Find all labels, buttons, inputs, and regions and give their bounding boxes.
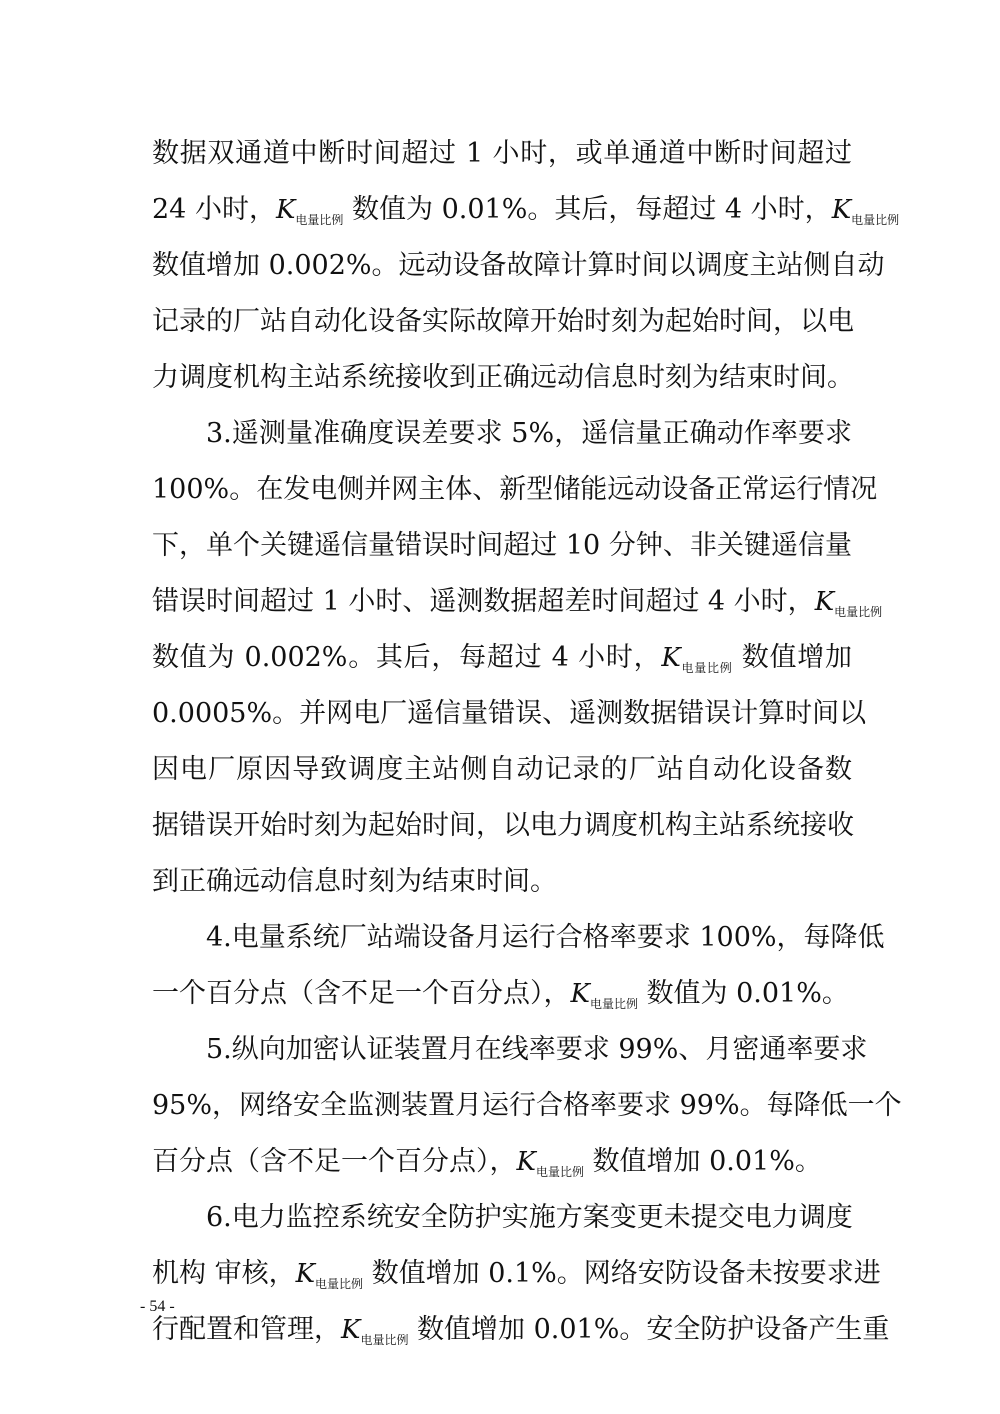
text-line-11: 0.0005%。并网电厂遥信量错误、遥测数据错误计算时间以	[152, 698, 867, 729]
text-line-14: 到正确远动信息时刻为结束时间。	[152, 866, 557, 897]
text-line-4: 记录的厂站自动化设备实际故障开始时刻为起始时间，以电	[152, 306, 854, 337]
text-line-7: 100%。在发电侧并网主体、新型储能远动设备正常运行情况	[152, 474, 878, 505]
text-line-2: 24 小时，$K_{电量比例}$ 数值为 0.01%。其后，每超过 4 小时，$K_{电量比例}$	[152, 194, 900, 227]
text-line-12: 因电厂原因导致调度主站侧自动记录的厂站自动化设备数	[152, 754, 852, 785]
text-line-9: 错误时间超过 1 小时、遥测数据超差时间超过 4 小时，$K_{电量比例}$	[152, 586, 883, 619]
page-number: - 54 -	[140, 1298, 175, 1315]
text-line-8: 下，单个关键遥信量错误时间超过 10 分钟、非关键遥信量	[152, 530, 852, 561]
text-line-5: 力调度机构主站系统接收到正确远动信息时刻为结束时间。	[152, 362, 854, 393]
text-line-19: 百分点（含不足一个百分点），$K_{电量比例}$ 数值增加 0.01%。	[152, 1146, 822, 1179]
text-line-3: 数值增加 0.002%。远动设备故障计算时间以调度主站侧自动	[152, 250, 885, 281]
text-line-1: 数据双通道中断时间超过 1 小时，或单通道中断时间超过	[152, 138, 852, 169]
text-line-22: 行配置和管理，$K_{电量比例}$ 数值增加 0.01%。安全防护设备产生重	[152, 1314, 890, 1347]
text-line-6: 3.遥测量准确度误差要求 5%，遥信量正确动作率要求	[206, 418, 852, 449]
text-line-17: 5.纵向加密认证装置月在线率要求 99%、月密通率要求	[206, 1034, 868, 1065]
text-line-15: 4.电量系统厂站端设备月运行合格率要求 100%，每降低	[206, 922, 885, 953]
text-line-18: 95%，网络安全监测装置月运行合格率要求 99%。每降低一个	[152, 1090, 902, 1121]
text-line-10: 数值为 0.002%。其后，每超过 4 小时，$K_{电量比例}$ 数值增加	[152, 642, 852, 675]
text-line-21: 机构 审核，$K_{电量比例}$ 数值增加 0.1%。网络安防设备未按要求进	[152, 1258, 881, 1291]
text-line-13: 据错误开始时刻为起始时间，以电力调度机构主站系统接收	[152, 810, 854, 841]
text-line-20: 6.电力监控系统安全防护实施方案变更未提交电力调度	[206, 1202, 853, 1233]
text-line-16: 一个百分点（含不足一个百分点），$K_{电量比例}$ 数值为 0.01%。	[152, 978, 849, 1011]
